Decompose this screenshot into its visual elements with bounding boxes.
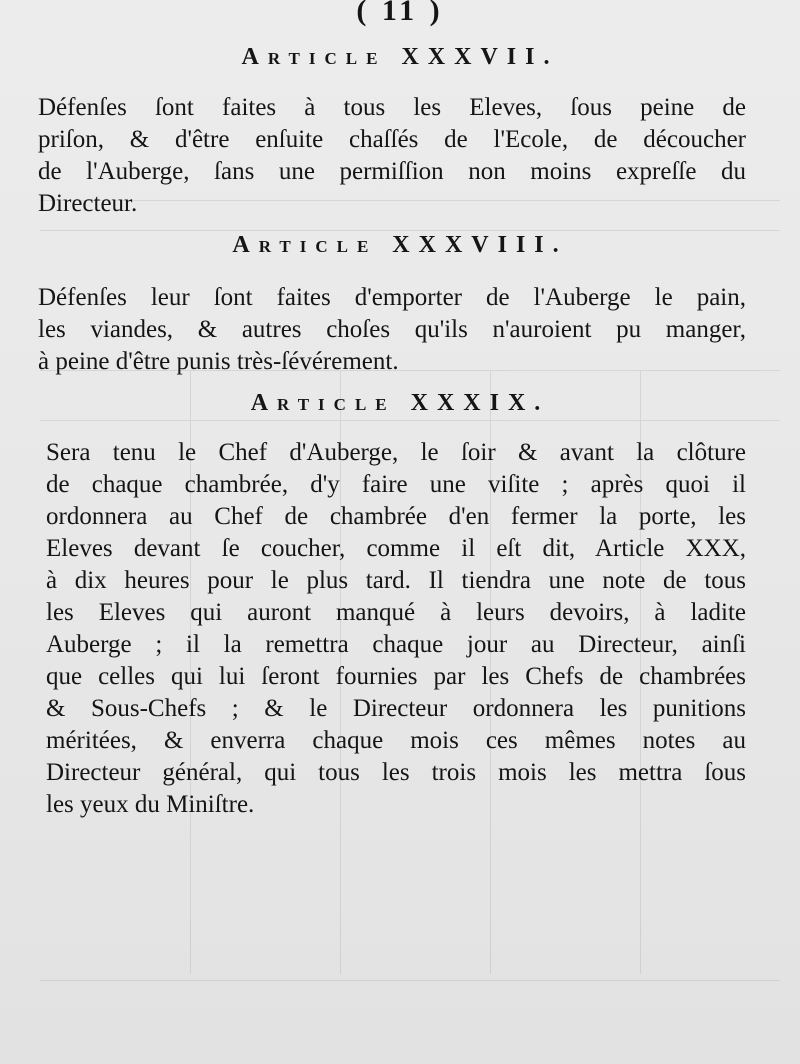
text-line: Directeur. xyxy=(38,190,138,217)
page-number: ( 11 ) xyxy=(356,0,444,27)
text-line: à peine d'être punis très-ſévérement. xyxy=(38,348,399,375)
text-line: les viandes, & autres choſes qu'ils n'auroient pu manger, xyxy=(38,316,746,343)
text-line: Sera tenu le Chef d'Auberge, le ſoir & avant la clôture xyxy=(46,439,746,466)
text-line: que celles qui lui ſeront fournies par les Chefs de chambrées xyxy=(46,663,746,690)
text-line: & Sous-Chefs ; & le Directeur ordonnera les punitions xyxy=(46,695,746,722)
article-37-text xyxy=(38,92,746,220)
text-line: méritées, & enverra chaque mois ces mêmes notes au xyxy=(46,727,746,754)
text-line: à dix heures pour le plus tard. Il tiendra une note de tous xyxy=(46,567,746,594)
text-line: priſon, & d'être enſuite chaſſés de l'Ecole, de découcher xyxy=(38,126,746,153)
article-39-text xyxy=(46,437,746,821)
text-line: Défenſes ſont faites à tous les Eleves, ſous peine de xyxy=(38,94,746,121)
article-38-text xyxy=(38,282,746,378)
article-37-heading: Article XXXVII. xyxy=(241,44,559,70)
text-line: les yeux du Miniſtre. xyxy=(46,791,255,818)
article-38-heading: Article XXXVIII. xyxy=(232,232,568,258)
text-line: Directeur général, qui tous les trois mois les mettra ſous xyxy=(46,759,746,786)
text-line: ordonnera au Chef de chambrée d'en fermer la porte, les xyxy=(46,503,746,530)
text-line: Eleves devant ſe coucher, comme il eſt dit, Article XXX, xyxy=(46,535,746,562)
text-line: Défenſes leur ſont faites d'emporter de l'Auberge le pain, xyxy=(38,284,746,311)
article-39-heading: Article XXXIX. xyxy=(250,390,550,416)
text-line: Auberge ; il la remettra chaque jour au Directeur, ainſi xyxy=(46,631,746,658)
text-line: de l'Auberge, ſans une permiſſion non moins expreſſe du xyxy=(38,158,746,185)
text-line: les Eleves qui auront manqué à leurs devoirs, à ladite xyxy=(46,599,746,626)
text-line: de chaque chambrée, d'y faire une viſite ; après quoi il xyxy=(46,471,746,498)
